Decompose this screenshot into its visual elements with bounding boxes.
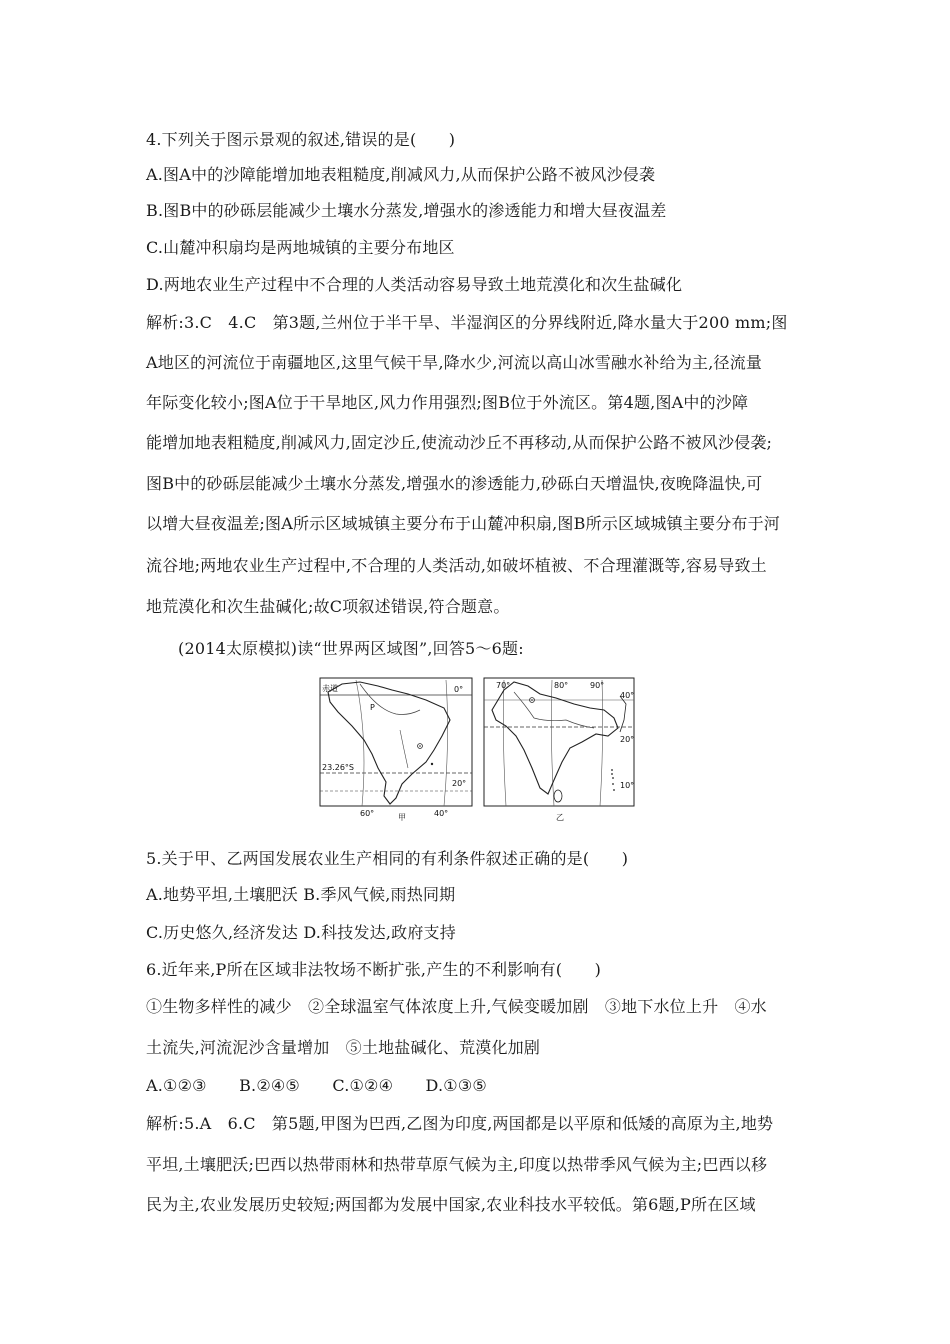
analysis-5-6-line: 平坦,土壤肥沃;巴西以热带雨林和热带草原气候为主,印度以热带季风气候为主;巴西以移	[146, 1155, 768, 1174]
world-two-regions-map	[308, 670, 642, 822]
meridian-40	[444, 680, 448, 806]
analysis-3-4-line: 年际变化较小;图A位于干旱地区,风力作用强烈;图B位于外流区。第4题,图A中的沙障	[146, 393, 749, 412]
meridian-70	[503, 680, 506, 806]
analysis-3-4-line: A地区的河流位于南疆地区,这里气候干旱,降水少,河流以高山冰雪融水补给为主,径流量	[146, 353, 763, 372]
question-6-items-line1: ①生物多样性的减少 ②全球温室气体浓度上升,气候变暖加剧 ③地下水位上升 ④水	[146, 997, 767, 1016]
sri-lanka	[554, 790, 562, 802]
analysis-3-4-line: 解析:3.C 4.C 第3题,兰州位于半干旱、半湿润区的分界线附近,降水量大于200 mm;图	[146, 313, 788, 332]
lat-10-label: 10°	[620, 781, 635, 790]
question-6-stem: 6.近年来,P所在区域非法牧场不断扩张,产生的不利影响有( )	[146, 960, 602, 979]
question-4-option-b: B.图B中的砂砾层能减少土壤水分蒸发,增强水的渗透能力和增大昼夜温差	[146, 201, 667, 220]
lon-60-label: 60°	[360, 809, 375, 818]
lat-40-label: 40°	[620, 691, 635, 700]
island-dot	[611, 773, 613, 775]
meridian-90	[600, 680, 603, 806]
lat-20-label: 20°	[452, 779, 467, 788]
lon-80-label: 80°	[554, 681, 569, 690]
analysis-3-4-line: 能增加地表粗糙度,削减风力,固定沙丘,使流动沙丘不再移动,从而保护公路不被风沙侵袭;	[146, 433, 773, 452]
question-5-stem: 5.关于甲、乙两国发展农业生产相同的有利条件叙述正确的是( )	[146, 849, 629, 868]
question-6-items-line2: 土流失,河流泥沙含量增加 ⑤土地盐碱化、荒漠化加剧	[146, 1038, 541, 1057]
capital-dot-right	[531, 699, 533, 701]
city-marker	[431, 763, 433, 765]
south-america-coast	[328, 682, 450, 804]
analysis-5-6-line: 解析:5.A 6.C 第5题,甲图为巴西,乙图为印度,两国都是以平原和低矮的高原为主,地势	[146, 1114, 774, 1133]
lon-70-label: 70°	[496, 681, 511, 690]
island-dot	[613, 789, 615, 791]
amazon-river	[360, 684, 420, 715]
question-4-option-c: C.山麓冲积扇均是两地城镇的主要分布地区	[146, 238, 455, 257]
left-map-frame	[320, 678, 472, 806]
map-figure	[308, 670, 642, 822]
island-dot	[612, 783, 614, 785]
island-dot	[611, 769, 613, 771]
map-jia-caption: 甲	[398, 813, 406, 822]
question-4-stem: 4.下列关于图示景观的叙述,错误的是( )	[146, 130, 456, 149]
lon-90-label: 90°	[590, 681, 605, 690]
question-4-option-d: D.两地农业生产过程中不合理的人类活动容易导致土地荒漠化和次生盐碱化	[146, 275, 683, 294]
analysis-3-4-line: 图B中的砂砾层能减少土壤水分蒸发,增强水的渗透能力,砂砾白天增温快,夜晚降温快,可	[146, 474, 763, 493]
analysis-3-4-line: 以增大昼夜温差;图A所示区域城镇主要分布于山麓冲积扇,图B所示区域城镇主要分布于河	[146, 514, 780, 533]
right-map-frame	[484, 678, 634, 806]
questions-5-6-intro: (2014太原模拟)读“世界两区域图”,回答5～6题:	[178, 639, 524, 658]
analysis-3-4-line: 地荒漠化和次生盐碱化;故C项叙述错误,符合题意。	[146, 597, 510, 616]
island-dot	[612, 777, 614, 779]
lon-40-label: 40°	[434, 809, 449, 818]
lat-20-label-right: 20°	[620, 735, 635, 744]
tropic-label: 23.26°S	[322, 763, 354, 772]
question-6-choices: A.①②③ B.②④⑤ C.①②④ D.①③⑤	[146, 1076, 487, 1095]
analysis-3-4-line: 流谷地;两地农业生产过程中,不合理的人类活动,如破坏植被、不合理灌溉等,容易导致土	[146, 556, 767, 575]
capital-dot	[419, 745, 421, 747]
analysis-5-6-line: 民为主,农业发展历史较短;两国都为发展中国家,农业科技水平较低。第6题,P所在区域	[146, 1195, 756, 1214]
india-coast	[492, 682, 618, 794]
meridian-80	[551, 680, 554, 806]
river	[400, 730, 408, 768]
equator-label: 赤道	[322, 684, 338, 693]
lat-0-label: 0°	[454, 685, 464, 694]
p-label: P	[370, 703, 375, 712]
question-4-option-a: A.图A中的沙障能增加地表粗糙度,削减风力,从而保护公路不被风沙侵袭	[146, 165, 656, 184]
map-yi-caption: 乙	[556, 813, 564, 822]
question-5-options-ab: A.地势平坦,土壤肥沃 B.季风气候,雨热同期	[146, 885, 456, 904]
meridian-60	[356, 680, 364, 806]
east-coast	[620, 696, 626, 732]
question-5-options-cd: C.历史悠久,经济发达 D.科技发达,政府支持	[146, 923, 456, 942]
